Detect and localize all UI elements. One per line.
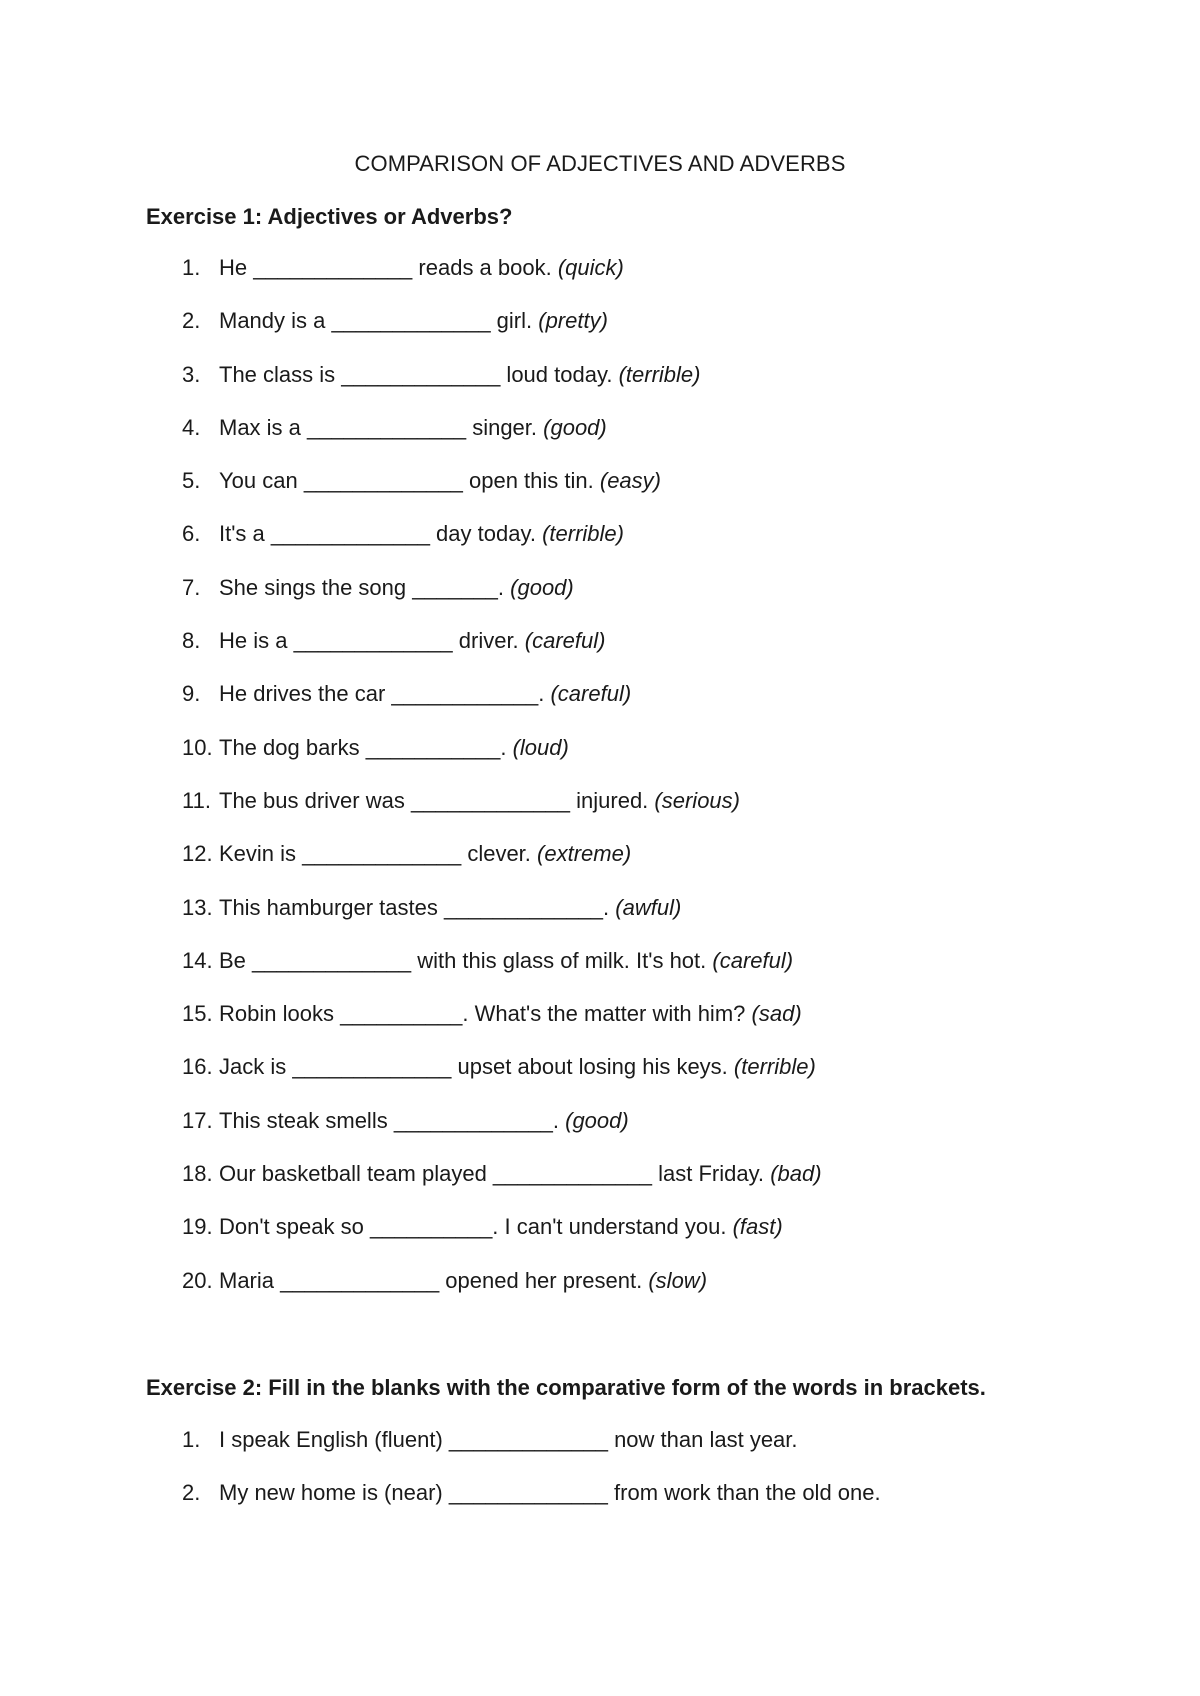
exercise-item [0,1213,1200,1266]
item-hint: (careful) [712,947,794,973]
item-hint: (careful) [550,681,632,707]
exercise-item [0,467,1200,520]
item-text: You can _____________ open this tin. [219,468,594,494]
item-number: 6. [182,521,201,547]
item-text: Our basketball team played _____________ last Friday. [219,1161,765,1187]
item-hint: (pretty) [538,308,608,334]
item-text: Max is a _____________ singer. [219,414,538,440]
exercise-item [0,1160,1200,1213]
item-number: 1. [182,255,201,280]
exercise-item [0,307,1200,360]
exercise-item [0,680,1200,733]
item-hint: (terrible) [618,361,701,387]
item-hint: (loud) [512,734,569,760]
item-text: The class is _____________ loud today. [219,361,613,387]
item-text: He drives the car ____________. [219,681,545,707]
item-sentence [219,574,574,602]
item-sentence [219,520,624,548]
exercise-item [0,1267,1200,1320]
item-text: Jack is _____________ upset about losing his keys. [219,1054,728,1080]
exercise-item [0,894,1200,947]
exercise-item [0,1479,1200,1532]
exercise-item [0,627,1200,680]
item-number: 12. [182,841,213,867]
exercise-item [0,947,1200,1000]
item-sentence [219,307,608,335]
item-sentence [219,467,661,495]
exercise-item [0,1053,1200,1106]
exercise-1-list [0,254,1200,1320]
item-hint: (extreme) [537,841,632,867]
exercise-2-heading: Exercise 2: Fill in the blanks with the comparative form of the words in brackets. [146,1375,986,1400]
exercise-item [0,361,1200,414]
item-hint: (quick) [557,255,624,280]
item-sentence [219,1160,822,1188]
item-number: 14. [182,947,213,973]
exercise-2-list [0,1426,1200,1533]
item-text: I speak English (fluent) _____________ now than last year. [219,1427,798,1452]
item-text: Don't speak so __________. I can't understand you. [219,1214,727,1240]
exercise-item [0,840,1200,893]
item-hint: (awful) [615,894,682,920]
item-hint: (slow) [648,1267,708,1293]
item-hint: (bad) [770,1161,822,1187]
item-hint: (good) [543,414,607,440]
item-number: 5. [182,468,201,494]
item-text: He is a _____________ driver. [219,628,519,654]
item-sentence [219,1479,881,1507]
item-number: 19. [182,1214,213,1240]
item-number: 20. [182,1267,213,1293]
item-number: 2. [182,308,201,334]
item-text: Robin looks __________. What's the matter with him? [219,1001,746,1027]
item-sentence [219,734,569,762]
item-number: 16. [182,1054,213,1080]
item-sentence [219,894,681,922]
item-sentence [219,1213,783,1241]
item-text: Mandy is a _____________ girl. [219,308,533,334]
item-number: 17. [182,1107,213,1133]
exercise-item [0,414,1200,467]
exercise-1-heading: Exercise 1: Adjectives or Adverbs? [146,204,513,229]
item-text: My new home is (near) _____________ from work than the old one. [219,1480,881,1506]
item-number: 18. [182,1161,213,1187]
exercise-item [0,1107,1200,1160]
item-sentence [219,1000,802,1028]
item-text: The dog barks ___________. [219,734,507,760]
item-number: 15. [182,1001,213,1027]
item-text: This steak smells _____________. [219,1107,559,1133]
item-hint: (terrible) [542,521,624,547]
item-text: He _____________ reads a book. [219,255,552,280]
item-hint: (good) [565,1107,629,1133]
item-number: 4. [182,414,201,440]
item-number: 10. [182,734,213,760]
item-number: 7. [182,574,201,600]
item-sentence [219,840,631,868]
item-text: She sings the song _______. [219,574,505,600]
item-number: 13. [182,894,213,920]
item-sentence [219,414,607,442]
item-number: 1. [182,1427,201,1452]
item-text: Maria _____________ opened her present. [219,1267,643,1293]
item-text: The bus driver was _____________ injured. [219,787,649,813]
item-number: 2. [182,1480,201,1506]
exercise-item [0,574,1200,627]
item-sentence [219,787,740,815]
item-sentence [219,254,624,282]
exercise-item [0,1426,1200,1479]
item-number: 3. [182,361,201,387]
exercise-item [0,1000,1200,1053]
page-title: COMPARISON OF ADJECTIVES AND ADVERBS [354,151,846,176]
item-sentence [219,361,700,389]
exercise-item [0,520,1200,573]
item-sentence [219,1053,816,1081]
item-hint: (easy) [599,468,661,494]
item-hint: (terrible) [733,1054,816,1080]
item-text: This hamburger tastes _____________. [219,894,610,920]
item-hint: (sad) [751,1001,802,1027]
item-number: 9. [182,681,201,707]
item-text: It's a _____________ day today. [219,521,536,547]
item-number: 8. [182,628,201,654]
item-number: 11. [182,787,211,813]
exercise-item [0,787,1200,840]
item-sentence [219,947,793,975]
item-sentence [219,1107,629,1135]
item-hint: (careful) [524,628,606,654]
item-sentence [219,627,605,655]
item-hint: (good) [510,574,574,600]
item-sentence [219,1267,707,1295]
item-text: Be _____________ with this glass of milk. It's hot. [219,947,707,973]
exercise-item [0,734,1200,787]
exercise-item [0,254,1200,307]
item-hint: (fast) [732,1214,783,1240]
item-text: Kevin is _____________ clever. [219,841,531,867]
item-sentence [219,680,631,708]
item-sentence [219,1426,798,1454]
item-hint: (serious) [654,787,740,813]
